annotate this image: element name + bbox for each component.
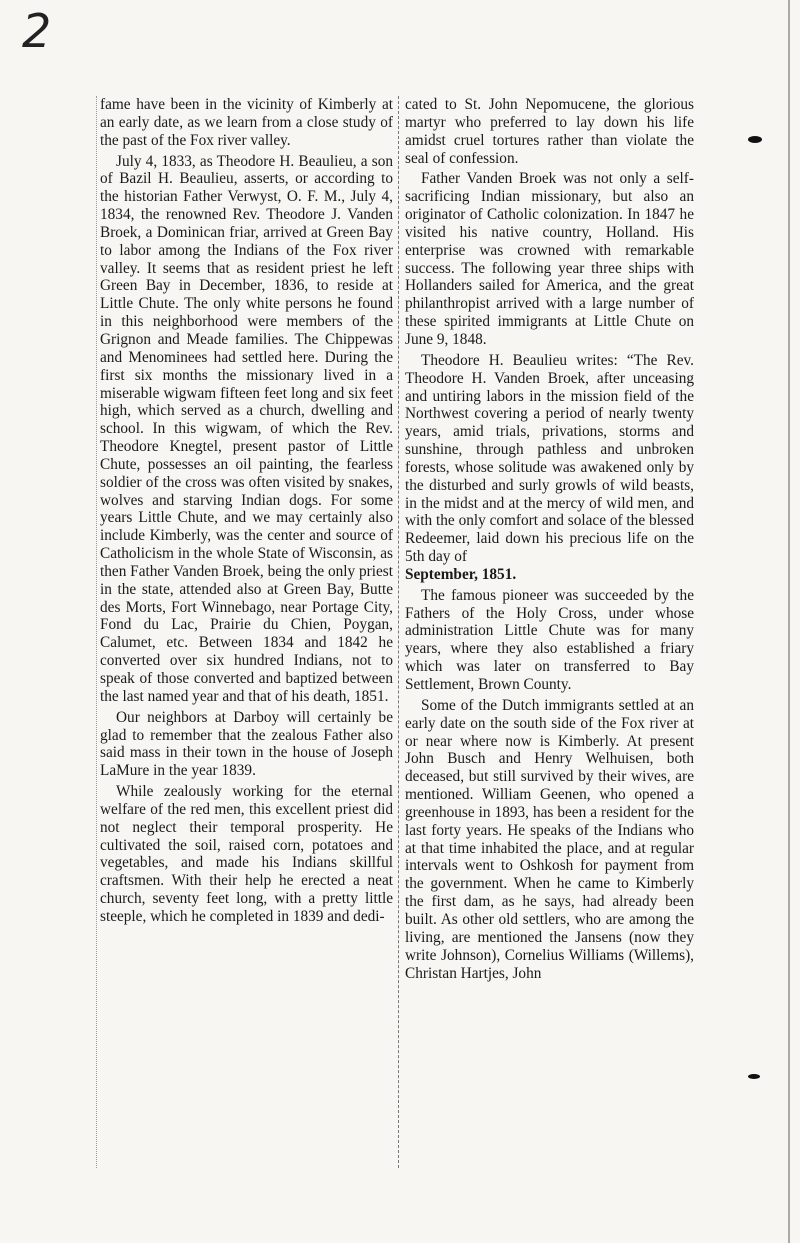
- left-paragraph-1: fame have been in the vicinity of Kimberly at an early date, as we learn from a close study of the past of the Fox river valley.: [100, 96, 393, 149]
- page-edge-rule: [788, 0, 790, 1243]
- ink-mark-bottom: [748, 1074, 760, 1079]
- right-paragraph-5: Some of the Dutch immigrants settled at an early date on the south side of the Fox river at or near where now is Kimberly. At present John Busch and Henry Welhuisen, both deceased, but still survived by their wives, are mentioned. William Geenen, who opened a greenhouse in 1893, has been a resident for the last forty years. He speaks of the Indians who at that time inhabited the place, and at regular intervals went to Oshkosh for payment from the government. When he came to Kimberly the first dam, as he says, had already been built. As other old settlers, who are among the living, are mentioned the Jansens (now they write Johnson), Cornelius Williams (Willems), Christan Hartjes, John: [405, 696, 694, 982]
- right-paragraph-4: The famous pioneer was succeeded by the Fathers of the Holy Cross, under whose administration Little Chute was for many years, where they also established a friary which was later on transferred to Bay Settlement, Brown County.: [405, 586, 694, 693]
- column-divider: [398, 96, 400, 1168]
- right-column: [405, 96, 694, 985]
- right-paragraph-1: cated to St. John Nepomucene, the glorious martyr who preferred to lay down his life amidst cruel tortures rather than violate the seal of confession.: [405, 96, 694, 167]
- right-paragraph-3: Theodore H. Beaulieu writes: “The Rev. Theodore H. Vanden Broek, after unceasing and untiring labors in the mission field of the Northwest covering a period of nearly twenty years, amid trials, privations, storms and sunshine, through pathless and unbroken forests, whose solitude was awakened only by the disturbed and surly growls of wild beasts, in the midst and at the mercy of wild men, and with the only comfort and solace of the blessed Redeemer, laid down his precious life on the 5th day of: [405, 351, 694, 566]
- left-paragraph-2: July 4, 1833, as Theodore H. Beaulieu, a son of Bazil H. Beaulieu, asserts, or according to the historian Father Verwyst, O. F. M., July 4, 1834, the renowned Rev. Theodore J. Vanden Broek, a Dominican friar, arrived at Green Bay to labor among the Indians of the Fox river valley. It seems that as resident priest he left Green Bay in December, 1836, to reside at Little Chute. The only white persons he found in this neighborhood were members of the Grignon and Meade families. The Chippewas and Menominees had settled here. During the first six months the missionary lived in a miserable wigwam fifteen feet long and six feet high, which served as a church, dwelling and school. In this wigwam, of which the Rev. Theodore Knegtel, present pastor of Little Chute, possesses an oil painting, the fearless soldier of the cross was often visited by snakes, wolves and starving Indian dogs. For some years Little Chute, and we may certainly also include Kimberly, was the center and source of Catholicism in the whole State of Wisconsin, as then Father Vanden Broek, being the only priest in the state, attended also at Green Bay, Butte des Morts, Fort Winnebago, near Portage City, Fond du Lac, Prairie du Chien, Poygan, Calumet, etc. Between 1834 and 1842 he converted over six hundred Indians, not to speak of those converted and baptized between the last named year and that of his death, 1851.: [100, 152, 393, 705]
- right-paragraph-2: Father Vanden Broek was not only a self-sacrificing Indian missionary, but also an originator of Catholic colonization. In 1847 he visited his native country, Holland. His enterprise was crowned with remarkable success. The following year three ships with Hollanders sailed for America, and the great philanthropist arrived with a large number of these spirited immigrants at Little Chute on June 9, 1848.: [405, 170, 694, 348]
- ink-mark-top: [748, 136, 762, 143]
- left-paragraph-3: Our neighbors at Darboy will certainly be glad to remember that the zealous Father also said mass in their town in the house of Joseph LaMure in the year 1839.: [100, 708, 393, 780]
- left-column-rule: [96, 96, 98, 1168]
- page-number: 2: [22, 4, 52, 58]
- left-column: [100, 96, 393, 929]
- left-paragraph-4: While zealously working for the eternal welfare of the red men, this excellent priest did not neglect their temporal prosperity. He cultivated the soil, raised corn, potatoes and vegetables, and made his Indians skillful craftsmen. With their help he erected a neat church, seventy feet long, with a pretty little steeple, which he completed in 1839 and dedi-: [100, 783, 393, 925]
- right-paragraph-date: September, 1851.: [405, 565, 517, 583]
